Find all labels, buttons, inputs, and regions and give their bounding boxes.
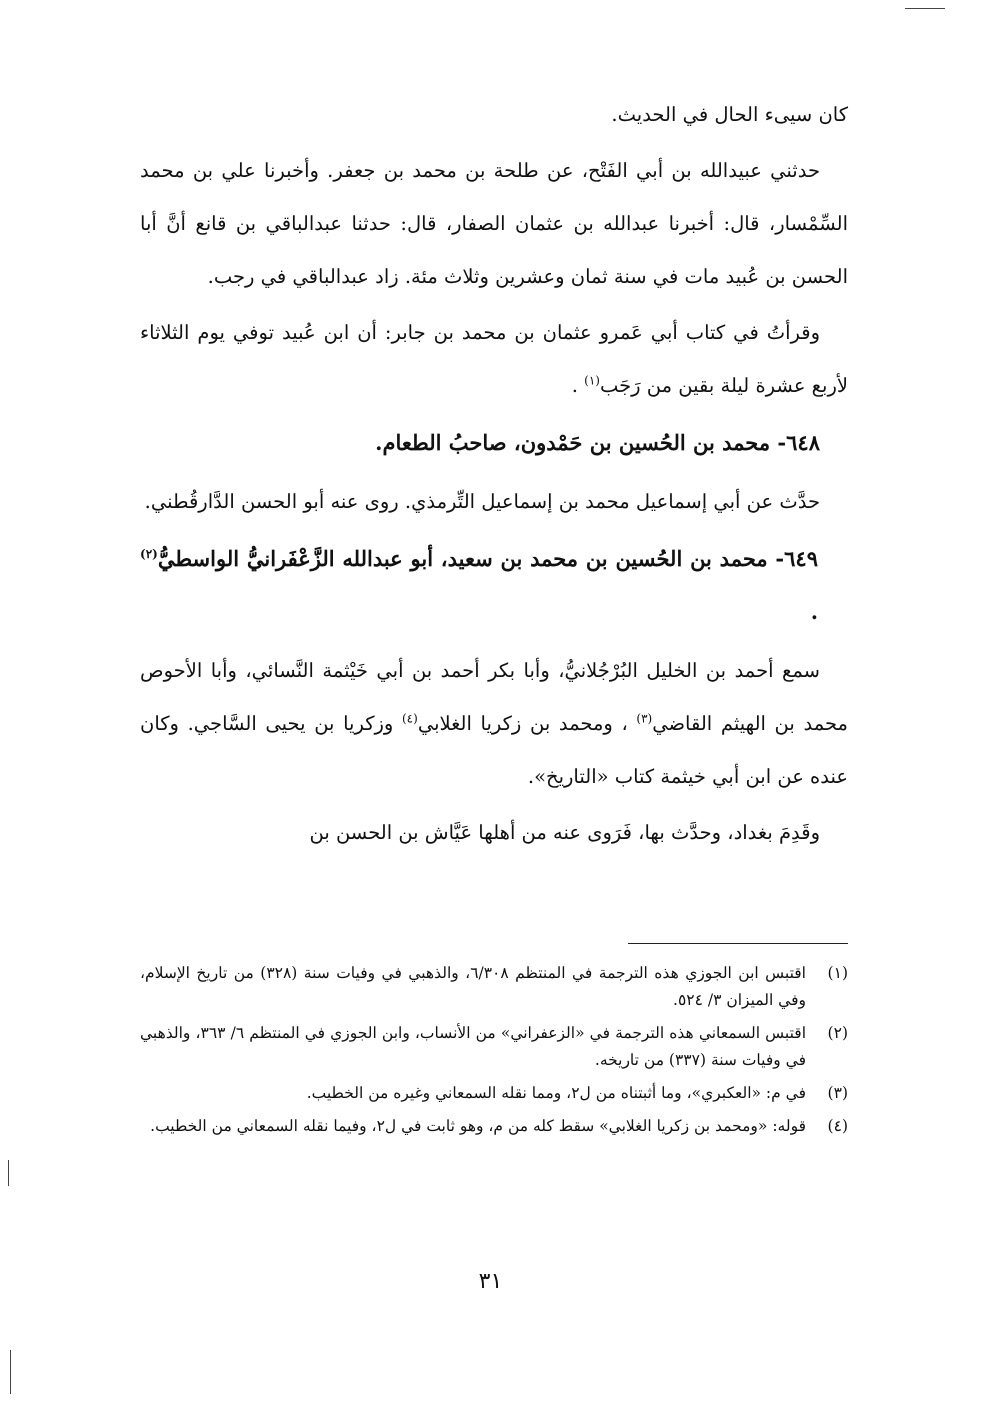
paragraph-2-text: وقرأتُ في كتاب أبي عَمرو عثمان بن محمد بن جابر: أن ابن عُبيد توفي يوم الثلاثاء لأربع عشرة ليلة بقين من رَجَب: [140, 321, 848, 397]
paragraph-1: حدثني عبيدالله بن أبي الفَتْح، عن طلحة بن محمد بن جعفر. وأخبرنا علي بن محمد السِّمْسار، قال: أخبرنا عبدالله بن عثمان الصفار، قال: حدثنا عبدالباقي بن قانع أنَّ أبا الحسن بن عُبيد مات في سنة ثمان وعشرين وثلاث مئة. زاد عبدالباقي في رجب.: [140, 159, 848, 288]
paragraph-4-part-a: سمع أحمد بن الخليل البُرْجُلانيُّ، وأبا بكر أحمد بن أبي خَيْثمة النَّسائي، وأبا الأحوص محمد بن الهيثم القاضي: [140, 659, 848, 735]
entry-heading-649-text: ٦٤٩- محمد بن الحُسين بن محمد بن سعيد، أبو عبدالله الزَّعْفَرانيُّ الواسطيُّ: [157, 546, 818, 571]
footnote-4: [140, 1113, 848, 1140]
paragraph-3: حدَّث عن أبي إسماعيل محمد بن إسماعيل التِّرمذي. روى عنه أبو الحسن الدَّارقُطني.: [144, 490, 820, 513]
footnote-number: (٢): [827, 1024, 848, 1042]
footnote-1: [140, 960, 848, 1014]
footnote-text: في م: «العكبري»، وما أثبتناه من ل٢، ومما نقله السمعاني وغيره من الخطيب.: [306, 1084, 806, 1102]
footnote-ref-3[interactable]: (٣): [636, 711, 653, 726]
continuation-line: كان سيىء الحال في الحديث.: [611, 103, 848, 126]
entry-heading-648: ٦٤٨- محمد بن الحُسين بن حَمْدون، صاحبُ الطعام.: [375, 430, 820, 455]
paragraph-5: وقَدِمَ بغداد، وحدَّث بها، فَرَوى عنه من أهلها عَيَّاش بن الحسن بن: [309, 821, 820, 844]
scan-mark-top: [905, 8, 945, 9]
scan-mark-left: [8, 1160, 9, 1186]
footnote-separator: [628, 943, 848, 944]
footnote-text: قوله: «ومحمد بن زكريا الغلابي» سقط كله من م، وهو ثابت في ل٢، وفيما نقله السمعاني من الخطيب.: [150, 1117, 806, 1135]
paragraph-4-part-b: ، ومحمد بن زكريا الغلابي: [417, 712, 628, 735]
page-number: ٣١: [478, 1269, 503, 1294]
footnotes: [140, 960, 848, 1146]
entry-heading-649: ٦٤٩- محمد بن الحُسين بن محمد بن سعيد، أبو عبدالله الزَّعْفَرانيُّ الواسطيُّ$^{(٢)}$ .: [140, 546, 818, 624]
footnote-ref-4[interactable]: (٤): [401, 711, 418, 726]
footnote-text: اقتبس ابن الجوزي هذه الترجمة في المنتظم ٦/٣٠٨، والذهبي في وفيات سنة (٣٢٨) من تاريخ الإسلام، وفي الميزان ٣/ ٥٢٤.: [140, 964, 806, 1009]
paragraph-4: [140, 644, 848, 803]
footnote-ref-2[interactable]: (٢): [140, 547, 158, 561]
footnote-number: (٣): [827, 1084, 848, 1102]
scan-mark-bottom-left: [10, 1350, 11, 1394]
footnote-ref-1[interactable]: (١): [584, 373, 600, 388]
footnote-3: [140, 1080, 848, 1107]
paragraph-2: وقرأتُ في كتاب أبي عَمرو عثمان بن محمد بن جابر: أن ابن عُبيد توفي يوم الثلاثاء لأربع عشرة ليلة بقين من رَجَب$^{(١)}$ .: [140, 321, 848, 397]
footnote-2: [140, 1020, 848, 1074]
footnote-text: اقتبس السمعاني هذه الترجمة في «الزعفراني» من الأنساب، وابن الجوزي في المنتظم ٦/ ٣٦٣، والذهبي في وفيات سنة (٣٣٧) من تاريخه.: [140, 1024, 806, 1069]
paragraph-4-part-c: وزكريا بن يحيى السَّاجي. وكان عنده عن ابن أبي خيثمة كتاب «التاريخ».: [140, 712, 848, 788]
footnote-number: (١): [827, 964, 848, 982]
main-text: [140, 88, 848, 862]
footnote-number: (٤): [827, 1117, 848, 1135]
